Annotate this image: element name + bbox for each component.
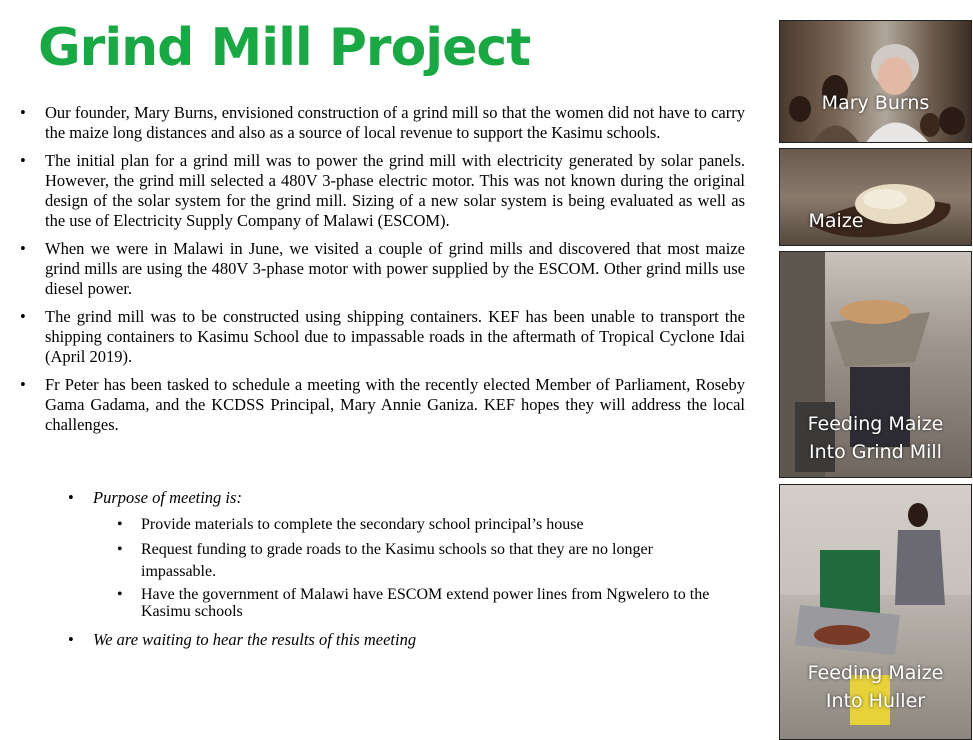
bullet-icon: • xyxy=(68,630,74,649)
bullet-icon: • xyxy=(20,307,26,326)
meeting-purpose xyxy=(68,488,728,620)
bullet-text: When we were in Malawi in June, we visited a couple of grind mills and discovered that most maize grind mills are using the 480V 3-phase motor with power supplied by the ESCOM. Other grind mills use diesel power. xyxy=(45,239,745,298)
bullet-text: Our founder, Mary Burns, envisioned construction of a grind mill so that the women did not have to carry the maize long distances and also as a source of local revenue to support the Kasimu schools. xyxy=(45,103,745,142)
photo-mary-burns xyxy=(779,20,972,143)
bullet-icon: • xyxy=(117,516,123,533)
bullet-meeting xyxy=(0,375,745,435)
purpose-item-power-lines xyxy=(93,586,728,620)
people-illustration xyxy=(780,21,972,143)
photo-huller xyxy=(779,484,972,740)
waiting-text: We are waiting to hear the results of this meeting xyxy=(93,630,417,649)
meeting-waiting xyxy=(68,630,728,650)
caption-mary-burns: Mary Burns xyxy=(821,92,930,114)
caption-huller xyxy=(780,659,971,715)
photo-grind-mill xyxy=(779,251,972,478)
bullet-founder xyxy=(0,103,745,143)
purpose-text: Request funding to grade roads to the Kasimu schools so that they are no longer impassable. xyxy=(141,541,653,580)
main-bullet-list xyxy=(0,103,745,443)
bullet-june-visit xyxy=(0,239,745,299)
purpose-item-roads xyxy=(93,539,728,583)
caption-grind-mill xyxy=(780,410,971,466)
caption-line: Feeding Maize xyxy=(807,662,944,684)
bullet-containers xyxy=(0,307,745,367)
caption-line: Into Huller xyxy=(825,690,926,712)
bullet-text: The initial plan for a grind mill was to power the grind mill with electricity generated by solar panels. However, the grind mill selected a 480V 3-phase electric motor. This was not known during the original design of the solar system for the grind mill. Sizing of a new solar system is being evaluated as well as the use of Electricity Supply Company of Malawi (ESCOM). xyxy=(45,151,745,230)
bullet-icon: • xyxy=(20,151,26,170)
purpose-item-materials xyxy=(93,514,728,536)
bullet-initial-plan xyxy=(0,151,745,231)
meeting-list xyxy=(68,488,728,650)
bullet-icon: • xyxy=(117,541,123,558)
bullet-icon: • xyxy=(68,488,74,507)
bullet-text: The grind mill was to be constructed using shipping containers. KEF has been unable to transport the shipping containers to Kasimu School due to impassable roads in the aftermath of Tropical Cyclone Idai (April 2019). xyxy=(45,307,745,366)
bullet-icon: • xyxy=(20,103,26,122)
caption-maize: Maize xyxy=(808,210,864,232)
bullet-text: Fr Peter has been tasked to schedule a meeting with the recently elected Member of Parliament, Roseby Gama Gadama, and the KCDSS Principal, Mary Annie Ganiza. KEF hopes they will address the local challenges. xyxy=(45,375,745,434)
meeting-purpose-list xyxy=(93,514,728,620)
page-title: Grind Mill Project xyxy=(38,18,531,78)
purpose-text: Have the government of Malawi have ESCOM extend power lines from Ngwelero to the Kasimu schools xyxy=(141,586,710,620)
caption-line: Feeding Maize xyxy=(807,413,944,435)
meeting-heading: Purpose of meeting is: xyxy=(93,488,242,507)
bullet-icon: • xyxy=(20,239,26,258)
photo-maize xyxy=(779,148,972,246)
bullet-icon: • xyxy=(117,586,123,603)
caption-line: Into Grind Mill xyxy=(809,441,942,463)
purpose-text: Provide materials to complete the secondary school principal’s house xyxy=(141,516,584,533)
bullet-icon: • xyxy=(20,375,26,394)
